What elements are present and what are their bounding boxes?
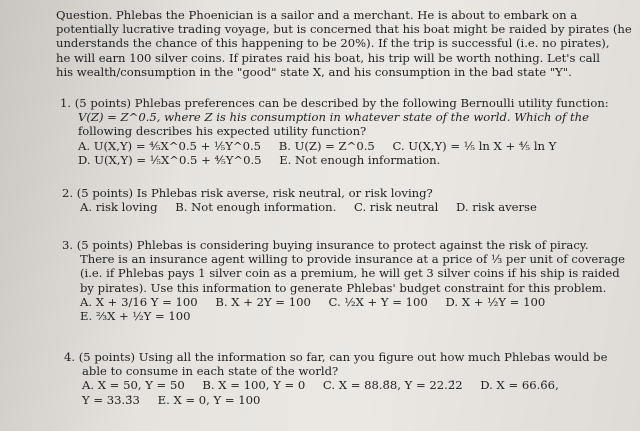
question-2 bbox=[62, 186, 622, 214]
q1-options-row bbox=[60, 139, 620, 153]
q4-option-a[interactable]: A. X = 50, Y = 50 bbox=[82, 378, 185, 393]
q4-option-b[interactable]: B. X = 100, Y = 0 bbox=[202, 378, 306, 393]
q4-option-d-continued[interactable]: Y = 33.3̄3 bbox=[82, 392, 140, 407]
intro-line: understands the chance of this happening to be 20%). If the trip is successful (i.e. no pirates), bbox=[56, 36, 610, 51]
q4-option-c[interactable]: C. X = 88.8̄8, Y = 22.2̄2 bbox=[322, 378, 463, 393]
q3-prompt: by pirates). Use this information to generate Phlebas' budget constraint for this problem. bbox=[80, 280, 607, 295]
q1-prompt: following describes his expected utility function? bbox=[78, 124, 367, 139]
q3-prompt: (i.e. if Phlebas pays 1 silver coin as a premium, he will get 3 silver coins if his ship is raided bbox=[80, 266, 620, 281]
q2-option-a[interactable]: A. risk loving bbox=[80, 200, 158, 215]
q3-prompt: 3. (5 points) Phlebas is considering buying insurance to protect against the risk of piracy. bbox=[62, 238, 589, 252]
q1-option-a[interactable]: A. U(X,Y) = ⅘X^0.5 + ⅕Y^0.5 bbox=[78, 138, 262, 153]
q3-prompt: There is an insurance agent willing to provide insurance at a price of ⅓ per unit of coverage bbox=[80, 252, 626, 267]
q1-option-c[interactable]: C. U(X,Y) = ⅕ ln X + ⅘ ln Y bbox=[392, 138, 557, 153]
q4-options-row bbox=[64, 393, 624, 407]
intro-line: potentially lucrative trading voyage, but is concerned that his boat might be raided by pirates (he bbox=[56, 22, 632, 37]
intro-line: he will earn 100 silver coins. If pirates raid his boat, his trip will be worth nothing. Let's call bbox=[56, 50, 600, 65]
q1-options-row bbox=[60, 153, 620, 167]
q3-options-row bbox=[62, 295, 622, 309]
q4-prompt: 4. (5 points) Using all the information so far, can you figure out how much Phlebas would be bbox=[64, 350, 608, 364]
q3-option-e[interactable]: E. ⅔X + ½Y = 100 bbox=[80, 309, 191, 324]
q2-option-c[interactable]: C. risk neutral bbox=[353, 200, 439, 215]
q1-prompt: V(Z) = Z^0.5, where Z is his consumption in whatever state of the world. Which of the bbox=[78, 110, 589, 125]
q1-option-e[interactable]: E. Not enough information. bbox=[279, 152, 441, 167]
q3-option-d[interactable]: D. X + ½Y = 100 bbox=[445, 294, 546, 309]
q3-option-c[interactable]: C. ½X + Y = 100 bbox=[328, 294, 428, 309]
q4-option-d[interactable]: D. X = 66.6̄6, bbox=[480, 378, 559, 393]
q2-prompt: 2. (5 points) Is Phlebas risk averse, risk neutral, or risk loving? bbox=[62, 186, 433, 200]
q1-option-b[interactable]: B. U(Z) = Z^0.5 bbox=[278, 138, 375, 153]
q1-option-d[interactable]: D. U(X,Y) = ⅕X^0.5 + ⅘Y^0.5 bbox=[78, 152, 262, 167]
q3-options-row bbox=[62, 309, 622, 323]
intro-line: Question. Phlebas the Phoenician is a sailor and a merchant. He is about to embark on a bbox=[56, 8, 578, 22]
intro-line: his wealth/consumption in the "good" state X, and his consumption in the bad state "Y". bbox=[56, 64, 572, 79]
q4-options-row bbox=[64, 378, 624, 392]
question-intro bbox=[56, 8, 632, 79]
question-1 bbox=[60, 96, 620, 167]
q4-prompt: able to consume in each state of the world? bbox=[82, 364, 339, 379]
q2-options-row bbox=[62, 200, 622, 214]
q3-option-b[interactable]: B. X + 2Y = 100 bbox=[215, 294, 311, 309]
question-4 bbox=[64, 350, 624, 407]
q1-prompt: 1. (5 points) Phlebas preferences can be described by the following Bernoulli utility function: bbox=[60, 96, 609, 110]
q2-option-b[interactable]: B. Not enough information. bbox=[175, 200, 337, 215]
q3-option-a[interactable]: A. X + 3/16 Y = 100 bbox=[80, 294, 198, 309]
q4-option-e[interactable]: E. X = 0, Y = 100 bbox=[157, 392, 261, 407]
q2-option-d[interactable]: D. risk averse bbox=[456, 200, 537, 215]
question-3 bbox=[62, 238, 626, 324]
